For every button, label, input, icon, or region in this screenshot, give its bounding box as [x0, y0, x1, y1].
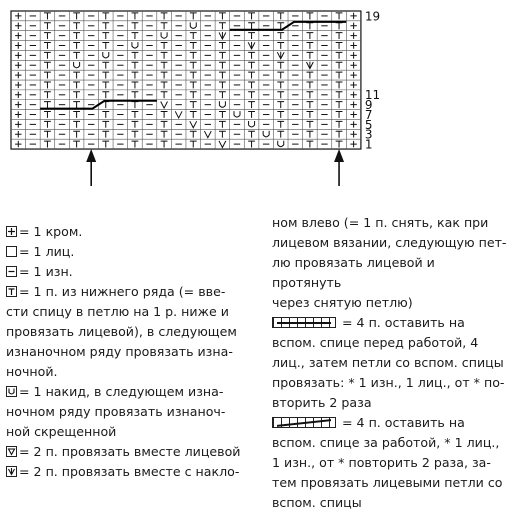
k2tog-icon — [6, 446, 17, 457]
arrow-head — [86, 149, 96, 162]
legend-cable-back: = 4 п. оставить на — [272, 313, 508, 333]
yarn-over-icon — [6, 386, 17, 397]
legend-left-column: = 1 кром. = 1 лиц. = 1 изн. = 1 п. из нижнего ряда (= вве- сти спицу в петлю на 1 р. ниже и провязать лицевой), в следующем изнаночном ряду провязать изна- ночной. = 1 накид, в следующем изна- ночном ряду провязать изнаноч- ной скрещенной = 2 п. провязать вместе лицевой = 2 п. провязать вместе с накло- — [6, 222, 268, 482]
ssk-icon — [6, 466, 17, 477]
legend-edge: = 1 кром. — [6, 222, 268, 242]
cable-front-icon — [272, 417, 336, 428]
cable-back-icon — [272, 317, 336, 328]
purl-stitch-icon — [6, 266, 17, 277]
row-label: 19 — [364, 9, 381, 24]
legend-knit: = 1 лиц. — [6, 242, 268, 262]
row-label: 5 — [364, 117, 373, 132]
row-label: 1 — [364, 137, 373, 152]
row-label: 11 — [364, 88, 381, 103]
legend-right-column: ном влево (= 1 п. снять, как при лицевом вязании, следующую пет- лю провязать лицевой и протянуть через снятую петлю) = 4 п. оставить на вспом. спице перед работой, 4 лиц., затем петли со вспом. спицы провязать: * 1 изн., 1 лиц., от * по- вторить 2 раза = 4 п. оставить на вспом. спице за работой, * 1 лиц., 1 изн., от * повторить 2 раза, за- тем провязать лицевыми петли со вспом. спицы — [272, 215, 507, 510]
knitting-chart — [0, 0, 510, 200]
row-label: 3 — [364, 127, 373, 142]
legend-yarn-over: = 1 накид, в следующем изна- — [6, 382, 268, 402]
legend-knit-below: = 1 п. из нижнего ряда (= вве- — [6, 282, 268, 302]
edge-stitch-icon — [6, 226, 17, 237]
knit-stitch-icon — [6, 246, 17, 257]
legend-ssk: = 2 п. провязать вместе с накло- — [6, 462, 268, 482]
legend-purl: = 1 изн. — [6, 262, 268, 282]
row-label: 7 — [364, 107, 373, 122]
legend-k2tog: = 2 п. провязать вместе лицевой — [6, 442, 268, 462]
arrow-head — [334, 149, 344, 162]
knit-below-icon — [6, 286, 17, 297]
legend-cable-front: = 4 п. оставить на — [272, 413, 508, 433]
row-label: 9 — [364, 98, 373, 113]
